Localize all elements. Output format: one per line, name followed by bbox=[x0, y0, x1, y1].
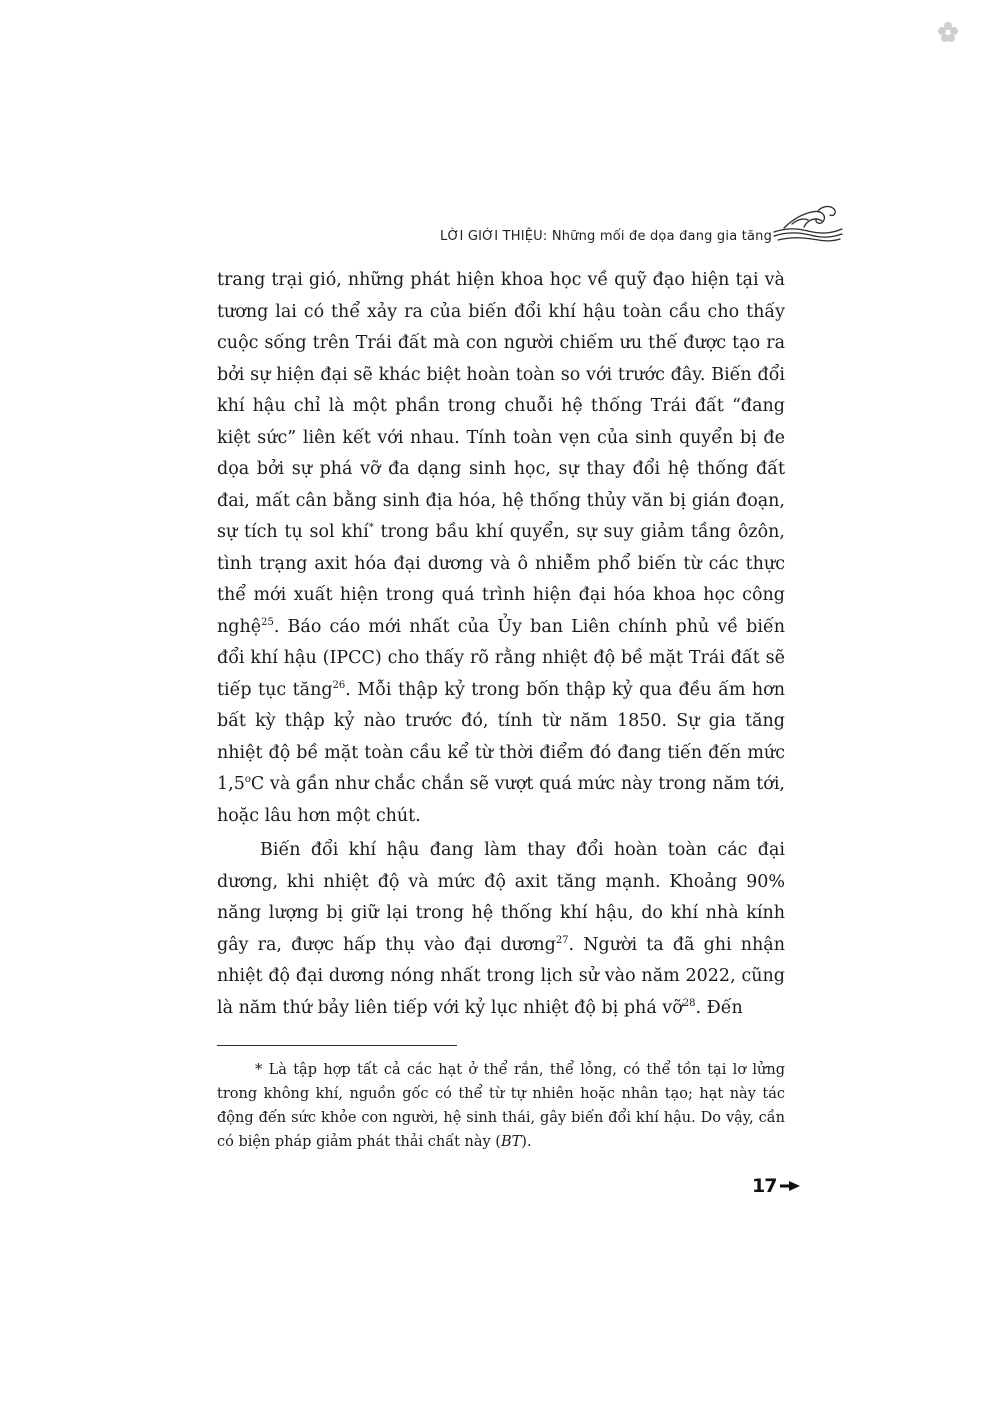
body-text bbox=[217, 265, 785, 1024]
reference-marker[interactable]: 27 bbox=[555, 934, 569, 946]
wave-ornament-icon bbox=[772, 202, 844, 246]
footnote-source: BT bbox=[500, 1134, 522, 1150]
paragraph: trang trại gió, những phát hiện khoa học về quỹ đạo hiện tại và tương lai có thể xảy ra của biến đổi khí hậu toàn cầu cho thấy cuộc sống trên Trái đất mà con người chiếm ưu thế được tạo ra bởi sự hiện đại sẽ khác biệt hoàn toàn so với trước đây. Biến đổi khí hậu chỉ là một phần trong chuỗi hệ thống Trái đất “đang kiệt sức” liên kết với nhau. Tính toàn vẹn của sinh quyển bị đe dọa bởi sự phá vỡ đa dạng sinh học, sự thay đổi hệ thống đất đai, mất cân bằng sinh địa hóa, hệ thống thủy văn bị gián đoạn, sự tích tụ sol khí* trong bầu khí quyển, sự suy giảm tầng ôzôn, tình trạng axit hóa đại dương và ô nhiễm phổ biến từ các thực thể mới xuất hiện trong quá trình hiện đại hóa khoa học công nghệ$^{25}$. Báo cáo mới nhất của Ủy ban Liên chính phủ về biến đổi khí hậu (IPCC) cho thấy rõ rằng nhiệt độ bề mặt Trái đất sẽ tiếp tục tăng$^{26}$. Mỗi thập kỷ trong bốn thập kỷ qua đều ấm hơn bất kỳ thập kỷ nào trước đó, tính từ năm 1850. Sự gia tăng nhiệt độ bề mặt toàn cầu kể từ thời điểm đó đang tiến đến mức 1,5$^o$C và gần như chắc chắn sẽ vượt quá mức này trong năm tới, hoặc lâu hơn một chút. bbox=[217, 270, 785, 826]
page-number bbox=[752, 1175, 800, 1197]
footnote-marker: * bbox=[255, 1062, 263, 1078]
footnote-divider bbox=[217, 1045, 457, 1046]
footnote: * Là tập hợp tất cả các hạt ở thể rắn, thể lỏng, có thể tồn tại lơ lửng trong không khí, nguồn gốc có thể từ tự nhiên hoặc nhân tạo; hạt này tác động đến sức khỏe con người, hệ sinh thái, gây biến đổi khí hậu. Do vậy, cần có biện pháp giảm phát thải chất này (BT). bbox=[217, 1062, 785, 1150]
running-title: LỜI GIỚI THIỆU: Những mối đe dọa đang gia tăng bbox=[440, 229, 773, 244]
running-header bbox=[440, 200, 850, 250]
reference-marker[interactable]: 25 bbox=[261, 616, 274, 628]
page-number-text: 17 bbox=[752, 1175, 777, 1197]
arrow-right-icon bbox=[780, 1180, 800, 1192]
reference-marker[interactable]: 28 bbox=[682, 997, 696, 1009]
paragraph: Biến đổi khí hậu đang làm thay đổi hoàn toàn các đại dương, khi nhiệt độ và mức độ axit tăng mạnh. Khoảng 90% năng lượng bị giữ lại trong hệ thống khí hậu, do khí nhà kính gây ra, được hấp thụ vào đại dương$^{27}$. Người ta đã ghi nhận nhiệt độ đại dương nóng nhất trong lịch sử vào năm 2022, cũng là năm thứ bảy liên tiếp với kỷ lục nhiệt độ bị phá vỡ$^{28}$. Đến bbox=[217, 840, 785, 1018]
footnote-marker[interactable]: * bbox=[368, 522, 374, 533]
degree-sign: o bbox=[244, 774, 251, 785]
reference-marker[interactable]: 26 bbox=[332, 679, 346, 691]
flower-ornament-icon bbox=[936, 20, 960, 44]
